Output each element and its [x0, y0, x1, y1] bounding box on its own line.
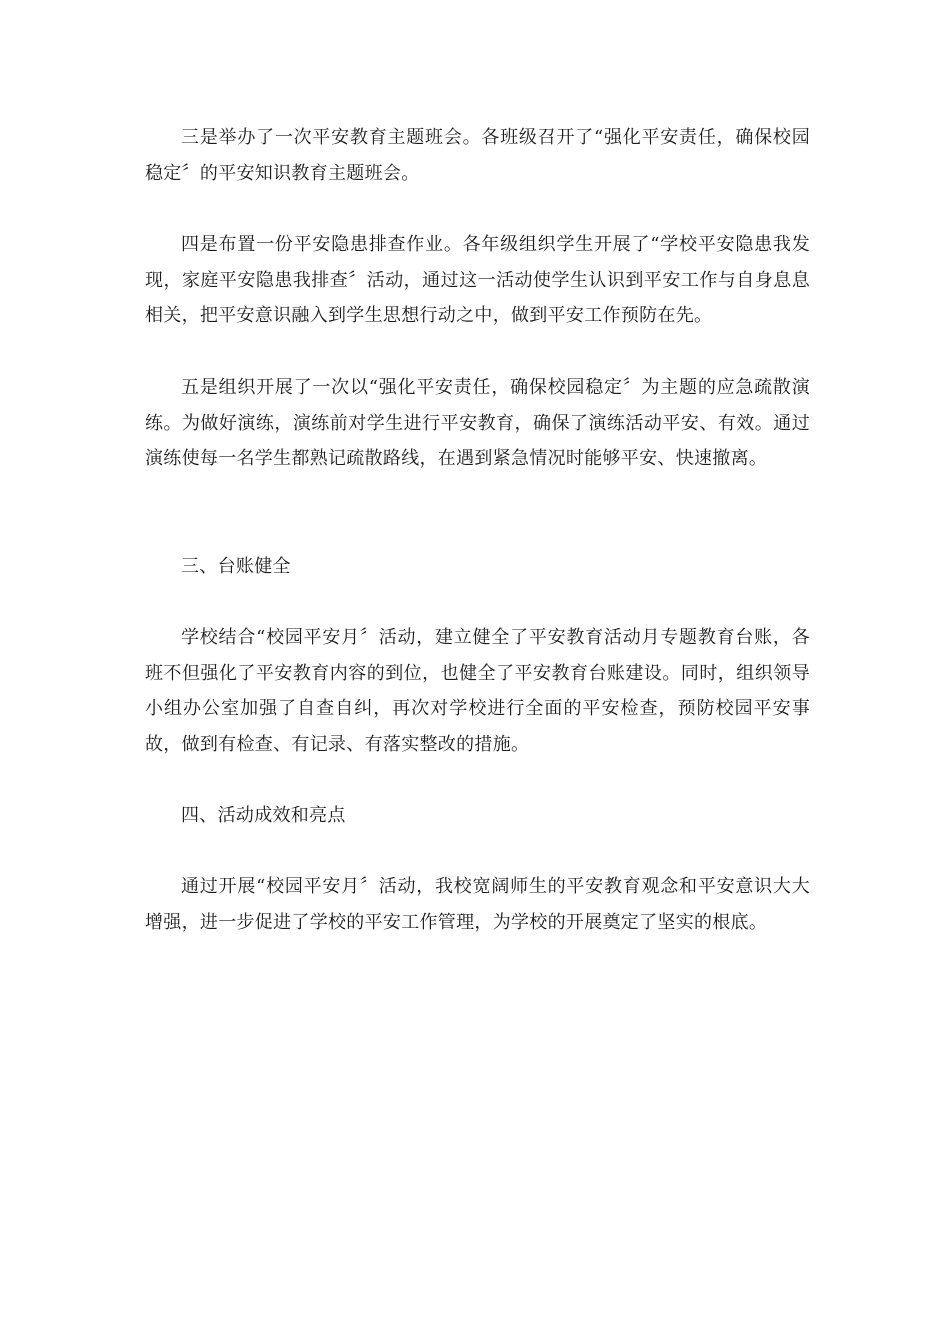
paragraph-class-meeting: 三是举办了一次平安教育主题班会。各班级召开了“强化平安责任，确保校园稳定〞的平安知识教育主题班会。 [145, 127, 810, 184]
paragraph-ledger: 学校结合“校园平安月〞活动，建立健全了平安教育活动月专题教育台账，各班不但强化了平安教育内容的到位，也健全了平安教育台账建设。同时，组织领导小组办公室加强了自查自纠，再次对学校进行全面的平安检查，预防校园平安事故，做到有检查、有记录、有落实整改的措施。 [145, 627, 810, 755]
paragraph-results: 通过开展“校园平安月〞活动，我校宽阔师生的平安教育观念和平安意识大大增强，进一步促进了学校的平安工作管理，为学校的开展奠定了坚实的根底。 [145, 876, 810, 933]
section-heading-results: 四、活动成效和亮点 [181, 805, 346, 826]
paragraph-evacuation-drill: 五是组织开展了一次以“强化平安责任，确保校园稳定〞为主题的应急疏散演练。为做好演练，演练前对学生进行平安教育，确保了演练活动平安、有效。通过演练使每一名学生都熟记疏散路线，在遇到紧急情况时能够平安、快速撤离。 [145, 377, 810, 469]
section-heading-ledger: 三、台账健全 [181, 556, 291, 577]
paragraph-hazard-homework: 四是布置一份平安隐患排查作业。各年级组织学生开展了“学校平安隐患我发现，家庭平安隐患我排查〞活动，通过这一活动使学生认识到平安工作与自身息息相关，把平安意识融入到学生思想行动之中，做到平安工作预防在先。 [145, 234, 810, 326]
